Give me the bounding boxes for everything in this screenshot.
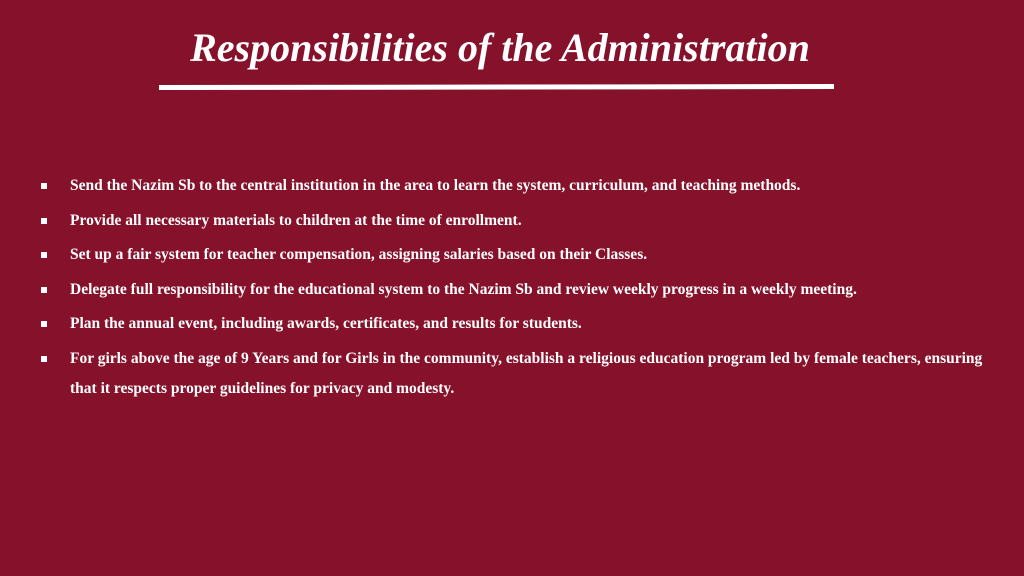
title-underline <box>159 84 834 90</box>
square-bullet-icon <box>41 356 47 362</box>
square-bullet-icon <box>41 321 47 327</box>
bullet-text: Set up a fair system for teacher compensation, assigning salaries based on their Classes. <box>70 246 648 263</box>
bullet-text: For girls above the age of 9 Years and for Girls in the community, establish a religious education program led by female teachers, ensuring that it respects proper guidelines for privacy and modesty. <box>70 349 983 397</box>
bullet-text: Provide all necessary materials to children at the time of enrollment. <box>70 211 522 229</box>
bullet-text: Send the Nazim Sb to the central institution in the area to learn the system, curriculum, and teaching methods. <box>70 177 801 194</box>
square-bullet-icon <box>41 218 47 224</box>
bullet-item <box>40 275 1000 306</box>
slide-title: Responsibilities of the Administration <box>190 25 810 70</box>
bullet-text: Delegate full responsibility for the educational system to the Nazim Sb and review weekly progress in a weekly meeting. <box>70 280 857 298</box>
bullet-text: Plan the annual event, including awards, certificates, and results for students. <box>70 315 582 332</box>
bullet-item <box>40 344 1000 405</box>
bullet-item <box>40 171 1000 202</box>
bullet-item <box>40 206 1000 237</box>
square-bullet-icon <box>41 252 47 258</box>
square-bullet-icon <box>41 183 47 189</box>
bullet-list <box>40 171 1000 409</box>
bullet-item <box>40 309 1000 340</box>
square-bullet-icon <box>41 287 47 293</box>
bullet-item <box>40 240 1000 271</box>
